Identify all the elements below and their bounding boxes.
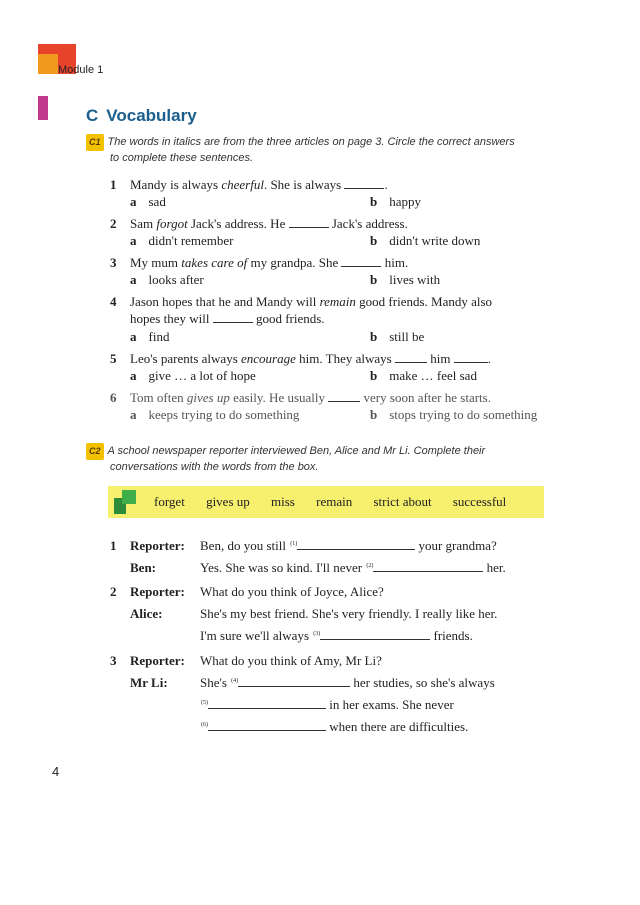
word-item: strict about: [373, 494, 432, 509]
speaker-alice: Alice:: [130, 606, 163, 621]
dialogue-number: 2: [110, 584, 117, 599]
dialogue-line: I'm sure we'll always $^{(3)}$ friends.: [200, 628, 473, 643]
option-a[interactable]: a didn't remember: [130, 233, 234, 248]
answer-blank[interactable]: [289, 217, 329, 228]
c1-instruction: [86, 134, 566, 166]
dialogue-line: What do you think of Amy, Mr Li?: [200, 653, 382, 668]
option-a[interactable]: a keeps trying to do something: [130, 407, 300, 422]
word-list: [154, 494, 506, 510]
question-number: 6: [110, 390, 117, 405]
c2-instruction-line1: A school newspaper reporter interviewed Ben, Alice and Mr Li. Complete their: [107, 445, 486, 457]
dialogue-line: $^{(6)}$ when there are difficulties.: [201, 719, 469, 734]
section-title: [86, 106, 197, 126]
question-text: Tom often gives up easily. He usually very soon after he starts.: [130, 390, 491, 405]
speaker-reporter: Reporter:: [130, 584, 185, 599]
answer-blank[interactable]: [328, 391, 360, 402]
dialogue-line: She's my best friend. She's very friendly. I really like her.: [200, 606, 498, 621]
question-text: Sam forgot Jack's address. He Jack's address.: [130, 216, 408, 231]
question-number: 4: [110, 294, 117, 309]
word-item: remain: [316, 494, 353, 509]
c2-instruction: [86, 443, 566, 475]
option-a[interactable]: a give … a lot of hope: [130, 368, 256, 383]
option-b[interactable]: b still be: [370, 329, 425, 344]
option-b[interactable]: b stops trying to do something: [370, 407, 538, 422]
question-text: Mandy is always cheerful. She is always .: [130, 177, 388, 192]
dialogue-line: What do you think of Joyce, Alice?: [200, 584, 384, 599]
option-b[interactable]: b didn't write down: [370, 233, 481, 248]
option-b[interactable]: b make … feel sad: [370, 368, 477, 383]
dialogue-number: 3: [110, 653, 117, 668]
option-a[interactable]: a looks after: [130, 272, 204, 287]
logo-magenta-block: [38, 96, 48, 120]
c2-instruction-line2: conversations with the words from the box.: [110, 461, 319, 473]
speaker-reporter: Reporter:: [130, 538, 185, 553]
question-text: Leo's parents always encourage him. They always him .: [130, 351, 491, 366]
answer-blank[interactable]: [373, 561, 483, 572]
question-number: 2: [110, 216, 117, 231]
word-item: successful: [452, 494, 507, 509]
speaker-reporter: Reporter:: [130, 653, 185, 668]
speaker-ben: Ben:: [130, 560, 156, 575]
option-b[interactable]: b happy: [370, 194, 422, 209]
option-a[interactable]: a sad: [130, 194, 166, 209]
answer-blank[interactable]: [344, 178, 384, 189]
logo-orange-block: [38, 54, 58, 74]
c1-tag: C1: [86, 134, 104, 151]
dialogue-line: She's $^{(4)}$ her studies, so she's always: [200, 675, 495, 690]
word-item: forget: [154, 494, 185, 509]
option-b[interactable]: b lives with: [370, 272, 441, 287]
dialogue-line: $^{(5)}$ in her exams. She never: [201, 697, 454, 712]
section-name: Vocabulary: [106, 106, 197, 125]
question-number: 5: [110, 351, 117, 366]
answer-blank[interactable]: [454, 352, 488, 363]
question-number: 3: [110, 255, 117, 270]
answer-blank[interactable]: [238, 676, 350, 687]
dialogue-number: 1: [110, 538, 117, 553]
answer-blank[interactable]: [208, 698, 326, 709]
section-letter: C: [86, 106, 99, 125]
module-label: Module 1: [58, 64, 104, 76]
page-number: 4: [52, 764, 60, 779]
answer-blank[interactable]: [213, 312, 253, 323]
speaker-mr-li: Mr Li:: [130, 675, 168, 690]
word-item: miss: [271, 494, 295, 509]
word-box-marker-icon: [114, 490, 138, 514]
answer-blank[interactable]: [395, 352, 427, 363]
answer-blank[interactable]: [297, 539, 415, 550]
dialogue-line: Ben, do you still $^{(1)}$ your grandma?: [200, 538, 497, 553]
answer-blank[interactable]: [208, 720, 326, 731]
answer-blank[interactable]: [341, 256, 381, 267]
question-number: 1: [110, 177, 117, 192]
question-text: My mum takes care of my grandpa. She him.: [130, 255, 409, 270]
word-item: gives up: [206, 494, 250, 509]
c2-tag: C2: [86, 443, 104, 460]
answer-blank[interactable]: [320, 629, 430, 640]
dialogue-line: Yes. She was so kind. I'll never $^{(2)}$ her.: [200, 560, 506, 575]
c1-instruction-line2: to complete these sentences.: [110, 152, 254, 164]
option-a[interactable]: a find: [130, 329, 170, 344]
question-text: Jason hopes that he and Mandy will remain good friends. Mandy also hopes they will good friends.: [130, 294, 493, 326]
word-box: [108, 486, 544, 518]
c1-instruction-line1: The words in italics are from the three articles on page 3. Circle the correct answers: [107, 136, 515, 148]
